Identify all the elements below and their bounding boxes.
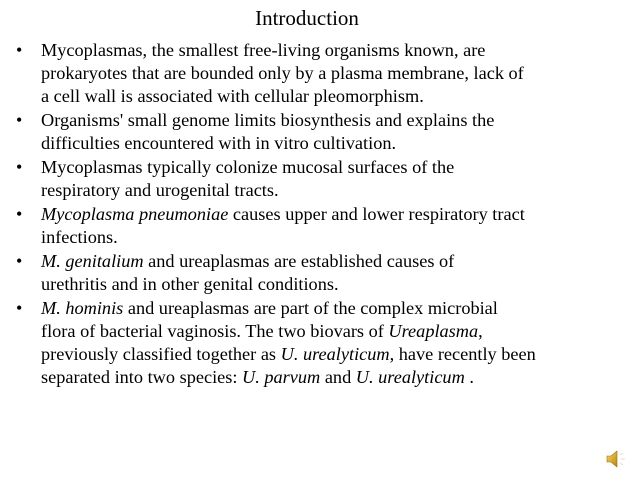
bullet-item xyxy=(0,109,640,155)
text-segment: urethritis and in other genital conditions. xyxy=(41,274,339,294)
bullet-marker: • xyxy=(16,40,23,60)
italic-term: Ureaplasma xyxy=(388,321,479,341)
bullet-line xyxy=(41,297,640,320)
text-segment: previously classified together as xyxy=(41,344,281,364)
text-segment: and xyxy=(320,367,356,387)
italic-term: U. urealyticum xyxy=(355,367,465,387)
text-segment: flora of bacterial vaginosis. The two biovars of xyxy=(41,321,389,341)
italic-term: M. genitalium xyxy=(41,251,144,271)
italic-term: Mycoplasma pneumoniae xyxy=(41,204,229,224)
text-segment: and ureaplasmas are established causes of xyxy=(143,251,455,271)
bullet-marker: • xyxy=(16,298,23,318)
bullet-marker: • xyxy=(16,110,23,130)
italic-term: U. urealyticum xyxy=(280,344,390,364)
bullet-line xyxy=(41,250,640,273)
text-segment: respiratory and urogenital tracts. xyxy=(41,180,279,200)
italic-term: M. hominis xyxy=(41,298,124,318)
bullet-item xyxy=(0,203,640,249)
text-segment: Mycoplasmas typically colonize mucosal surfaces of the xyxy=(41,157,455,177)
text-segment: , xyxy=(478,321,483,341)
text-segment: and ureaplasmas are part of the complex microbial xyxy=(123,298,498,318)
bullet-marker: • xyxy=(16,251,23,271)
text-segment: prokaryotes that are bounded only by a plasma membrane, lack of xyxy=(41,63,524,83)
bullet-marker: • xyxy=(16,204,23,224)
bullet-line xyxy=(41,203,640,226)
bullet-line xyxy=(41,273,640,296)
bullet-line xyxy=(41,226,640,249)
bullet-line xyxy=(41,39,640,62)
bullet-list xyxy=(0,39,640,390)
bullet-line xyxy=(41,366,640,389)
italic-term: U. parvum xyxy=(242,367,321,387)
bullet-line xyxy=(41,132,640,155)
text-segment: a cell wall is associated with cellular pleomorphism. xyxy=(41,86,424,106)
slide-title: Introduction xyxy=(255,6,359,30)
bullet-item xyxy=(0,250,640,296)
text-segment: . xyxy=(464,367,474,387)
bullet-line xyxy=(41,320,640,343)
bullet-line xyxy=(41,343,640,366)
text-segment: Mycoplasmas, the smallest free-living organisms known, are xyxy=(41,40,486,60)
bullet-line xyxy=(41,109,640,132)
text-segment: causes upper and lower respiratory tract xyxy=(228,204,525,224)
bullet-item xyxy=(0,156,640,202)
bullet-line xyxy=(41,62,640,85)
text-segment: difficulties encountered with in vitro cultivation. xyxy=(41,133,397,153)
text-segment: Organisms' small genome limits biosynthesis and explains the xyxy=(41,110,495,130)
bullet-item xyxy=(0,297,640,389)
bullet-line xyxy=(41,156,640,179)
bullet-marker: • xyxy=(16,157,23,177)
text-segment: , have recently been xyxy=(389,344,536,364)
bullet-item xyxy=(0,39,640,108)
text-segment: separated into two species: xyxy=(41,367,243,387)
speaker-icon[interactable] xyxy=(606,449,628,469)
bullet-line xyxy=(41,85,640,108)
bullet-line xyxy=(41,179,640,202)
text-segment: infections. xyxy=(41,227,118,247)
